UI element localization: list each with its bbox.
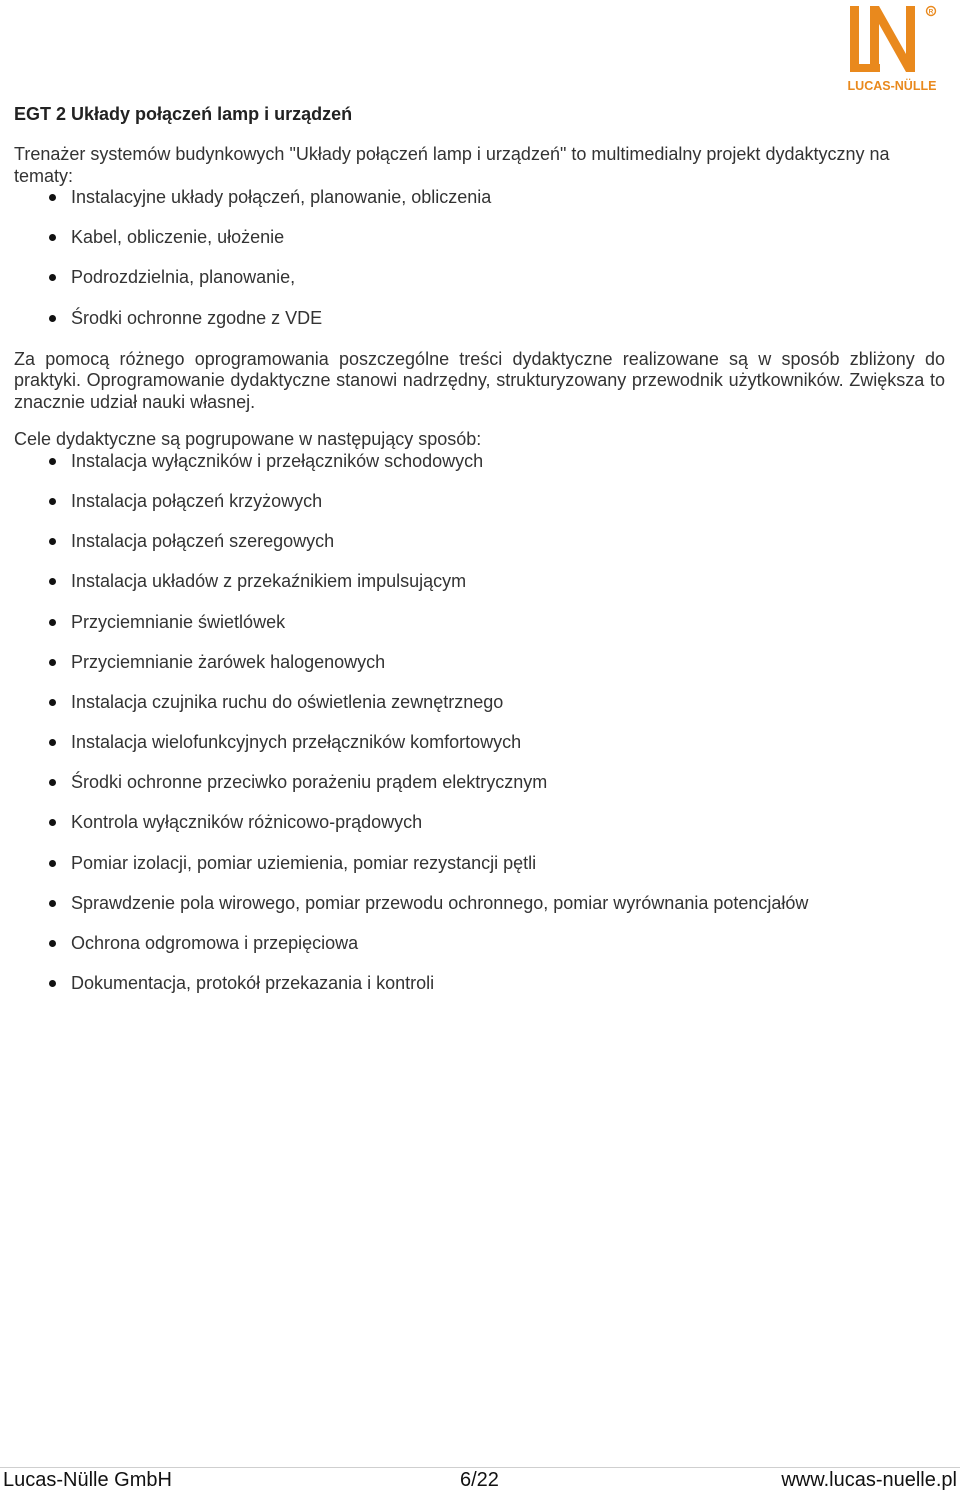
footer-divider <box>0 1467 960 1468</box>
bullet-icon <box>49 538 56 545</box>
bullet-icon <box>49 940 56 947</box>
bullet-icon <box>49 234 56 241</box>
list-item: Środki ochronne przeciwko porażeniu prądem elektrycznym <box>14 772 945 812</box>
page-footer <box>0 1469 960 1493</box>
bullet-icon <box>49 498 56 505</box>
bullet-icon <box>49 458 56 465</box>
bullet-icon <box>49 900 56 907</box>
list-item: Przyciemnianie świetlówek <box>14 612 945 652</box>
list-item: Środki ochronne zgodne z VDE <box>14 308 945 348</box>
intro-paragraph: Trenażer systemów budynkowych "Układy połączeń lamp i urządzeń" to multimedialny projekt dydaktyczny na tematy: <box>14 144 890 186</box>
goals-intro-paragraph: Cele dydaktyczne są pogrupowane w następujący sposób: <box>14 429 482 450</box>
bullet-icon <box>49 819 56 826</box>
bullet-icon <box>49 619 56 626</box>
bullet-icon <box>49 980 56 987</box>
list-item: Instalacja połączeń krzyżowych <box>14 491 945 531</box>
list-item: Kabel, obliczenie, ułożenie <box>14 227 945 267</box>
list-item: Instalacja wielofunkcyjnych przełączników komfortowych <box>14 732 945 772</box>
list-item: Kontrola wyłączników różnicowo-prądowych <box>14 812 945 852</box>
list-item: Instalacja układów z przekaźnikiem impulsującym <box>14 571 945 611</box>
footer-company: Lucas-Nülle GmbH <box>3 1469 172 1491</box>
svg-text:R: R <box>928 8 934 16</box>
bullet-icon <box>49 739 56 746</box>
list-item: Sprawdzenie pola wirowego, pomiar przewodu ochronnego, pomiar wyrównania potencjałów <box>14 893 945 933</box>
bullet-icon <box>49 578 56 585</box>
bullet-icon <box>49 779 56 786</box>
list-item: Pomiar izolacji, pomiar uziemienia, pomiar rezystancji pętli <box>14 853 945 893</box>
bullet-icon <box>49 860 56 867</box>
list-item: Dokumentacja, protokół przekazania i kontroli <box>14 973 945 1013</box>
list-item: Podrozdzielnia, planowanie, <box>14 267 945 307</box>
goals-list <box>14 451 945 1014</box>
list-item: Instalacja połączeń szeregowych <box>14 531 945 571</box>
footer-page-number: 6/22 <box>460 1469 499 1491</box>
logo-icon <box>844 4 940 96</box>
list-item: Instalacyjne układy połączeń, planowanie, obliczenia <box>14 187 945 227</box>
list-item: Instalacja wyłączników i przełączników schodowych <box>14 451 945 491</box>
description-paragraph: Za pomocą różnego oprogramowania poszczególne treści dydaktyczne realizowane są w sposób zbliżony do praktyki. Oprogramowanie dydaktyczne stanowi nadrzędny, strukturyzowany przewodnik użytkowników. Zwiększa to znacznie udział nauki własnej. <box>14 348 945 412</box>
bullet-icon <box>49 659 56 666</box>
bullet-icon <box>49 194 56 201</box>
page-title: EGT 2 Układy połączeń lamp i urządzeń <box>14 104 353 124</box>
bullet-icon <box>49 699 56 706</box>
footer-website-link[interactable]: www.lucas-nuelle.pl <box>781 1469 957 1491</box>
list-item: Instalacja czujnika ruchu do oświetlenia zewnętrznego <box>14 692 945 732</box>
bullet-icon <box>49 274 56 281</box>
bullet-icon <box>49 315 56 322</box>
document-body <box>14 144 945 1013</box>
list-item: Ochrona odgromowa i przepięciowa <box>14 933 945 973</box>
lucas-nuelle-logo <box>844 4 940 96</box>
list-item: Przyciemnianie żarówek halogenowych <box>14 652 945 692</box>
topics-list <box>14 187 945 348</box>
logo-text: LUCAS-NÜLLE <box>847 79 937 93</box>
